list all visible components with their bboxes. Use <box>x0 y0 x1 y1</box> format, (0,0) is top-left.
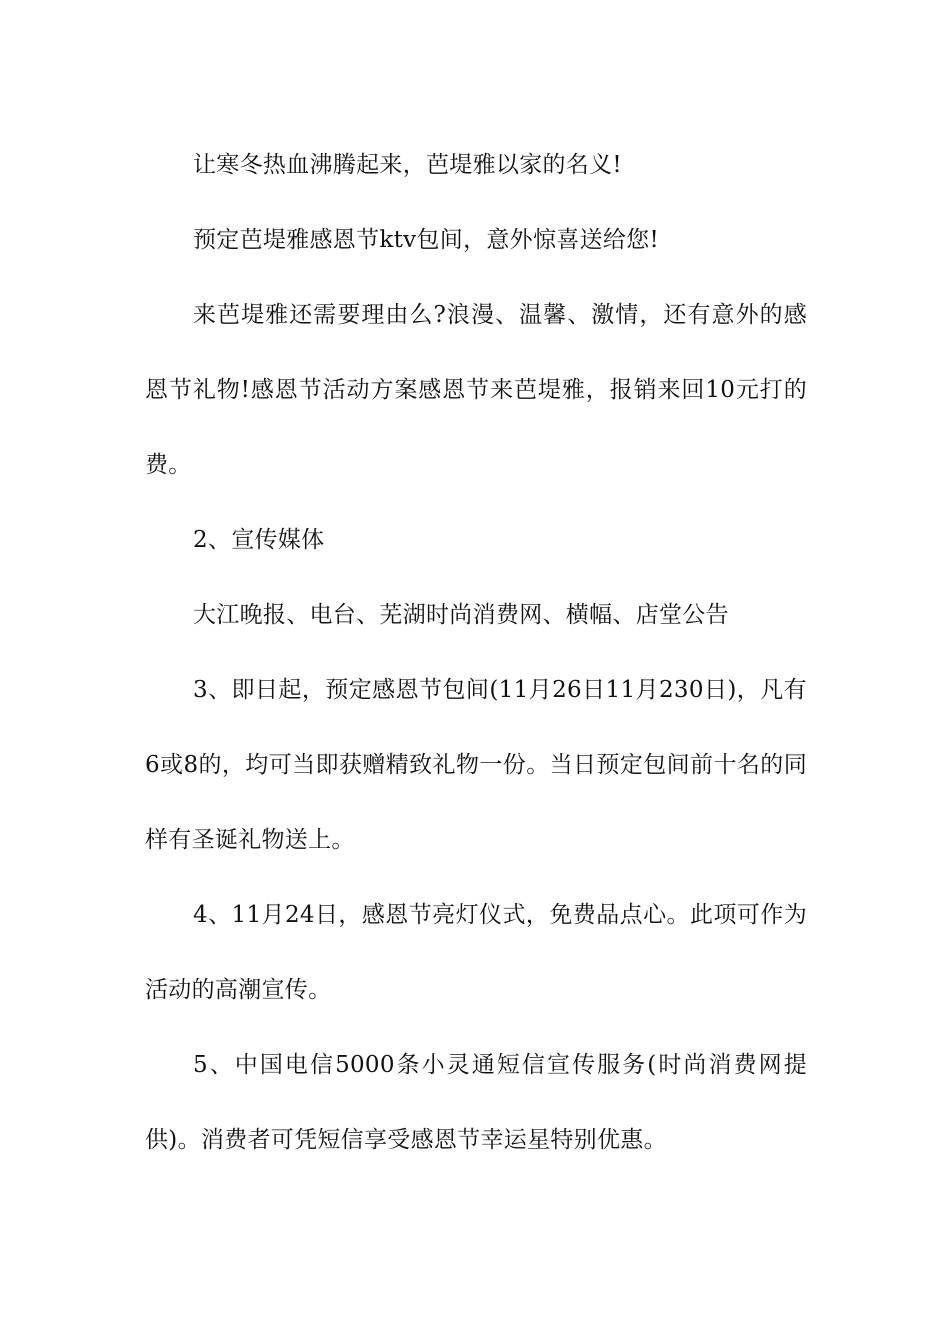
paragraph-media-list: 大江晚报、电台、芜湖时尚消费网、横幅、店堂公告 <box>193 602 729 628</box>
paragraph-item-5: 5、中国电信5000条小灵通短信宣传服务(时尚消费网提供)。消费者可凭短信享受感恩节幸运星特别优惠。 <box>145 1052 807 1153</box>
paragraph-item-3: 3、即日起，预定感恩节包间(11月26日11月230日)，凡有6或8的，均可当即获赠精致礼物一份。当日预定包间前十名的同样有圣诞礼物送上。 <box>145 677 807 853</box>
paragraph-reasons: 来芭堤雅还需要理由么?浪漫、温馨、激情，还有意外的感恩节礼物!感恩节活动方案感恩节来芭堤雅，报销来回10元打的费。 <box>145 302 807 478</box>
document-body <box>145 128 807 1178</box>
paragraph-slogan: 让寒冬热血沸腾起来，芭堤雅以家的名义! <box>193 152 622 178</box>
paragraph-item-4: 4、11月24日，感恩节亮灯仪式，免费品点心。此项可作为活动的高潮宣传。 <box>145 902 807 1003</box>
section-heading-media: 2、宣传媒体 <box>193 527 325 553</box>
paragraph-ktv-booking: 预定芭堤雅感恩节ktv包间，意外惊喜送给您! <box>193 227 660 253</box>
